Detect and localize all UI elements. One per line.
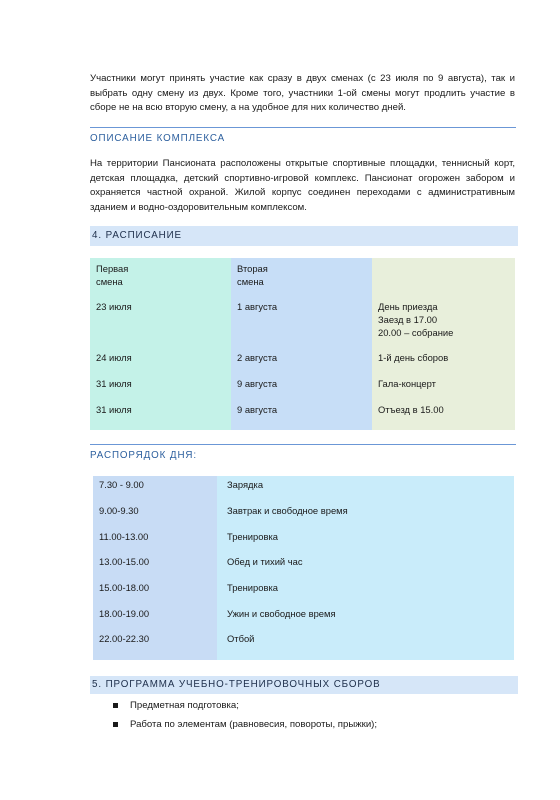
- row1-event-line3: 20.00 – собрание: [378, 327, 454, 338]
- row1-event-line1: День приезда: [378, 301, 438, 312]
- program-item-2: Работа по элементам (равновесия, повороты, прыжки);: [130, 718, 378, 730]
- program-item-1: Предметная подготовка;: [130, 700, 239, 711]
- list-item: [113, 697, 377, 716]
- row4-event: Отъезд в 15.00: [378, 404, 444, 415]
- routine-time-6: 18.00-19.00: [99, 608, 150, 619]
- col2-header-line2: смена: [237, 276, 264, 287]
- row4-first: 31 июля: [96, 404, 132, 415]
- complex-heading: ОПИСАНИЕ КОМПЛЕКСА: [90, 127, 516, 144]
- schedule-heading: 4. РАСПИСАНИЕ: [90, 226, 518, 246]
- row1-event-line2: Заезд в 17.00: [378, 314, 438, 325]
- routine-time-1: 7.30 - 9.00: [99, 479, 144, 490]
- routine-activity-5: Тренировка: [227, 582, 278, 593]
- routine-activity-2: Завтрак и свободное время: [227, 505, 348, 516]
- routine-activity-1: Зарядка: [227, 479, 264, 490]
- row1-second: 1 августа: [237, 301, 278, 312]
- complex-paragraph: На территории Пансионата расположены открытые спортивные площадки, теннисный корт, детская площадка, детский спортивно-игровой комплекс. Пансионат огорожен забором и охраняется частной охраной. Жилой корпус соединен переходами с административным зданием и водно-оздоровительным комплексом.: [90, 158, 515, 213]
- row2-second: 2 августа: [237, 352, 278, 363]
- row2-event: 1-й день сборов: [378, 352, 449, 363]
- routine-table: [93, 476, 514, 660]
- routine-activity-column: [217, 476, 514, 660]
- bullet-icon: [113, 703, 118, 708]
- row3-event: Гала-концерт: [378, 378, 436, 389]
- routine-divider: [90, 444, 516, 445]
- program-list: [113, 697, 377, 734]
- routine-heading: РАСПОРЯДОК ДНЯ:: [90, 450, 198, 461]
- bullet-icon: [113, 722, 118, 727]
- row3-first: 31 июля: [96, 378, 132, 389]
- routine-activity-6: Ужин и свободное время: [227, 608, 336, 619]
- col1-header-line1: Первая: [96, 263, 129, 274]
- routine-activity-7: Отбой: [227, 633, 255, 644]
- program-heading: 5. ПРОГРАММА УЧЕБНО-ТРЕНИРОВОЧНЫХ СБОРОВ: [90, 676, 518, 694]
- schedule-table: [90, 258, 515, 430]
- routine-time-7: 22.00-22.30: [99, 633, 150, 644]
- routine-time-2: 9.00-9.30: [99, 505, 139, 516]
- routine-time-4: 13.00-15.00: [99, 556, 150, 567]
- routine-time-5: 15.00-18.00: [99, 582, 150, 593]
- row4-second: 9 августа: [237, 404, 278, 415]
- row2-first: 24 июля: [96, 352, 132, 363]
- list-item: [113, 716, 377, 735]
- routine-activity-3: Тренировка: [227, 531, 278, 542]
- col1-header-line2: смена: [96, 276, 123, 287]
- intro-paragraph: Участники могут принять участие как сразу в двух сменах (с 23 июля по 9 августа), так и выбрать одну смену из двух. Кроме того, участники 1-ой смены могут продлить участие в сборе не на всю вторую смену, а на удобное для них количество дней.: [90, 73, 515, 114]
- routine-activity-4: Обед и тихий час: [227, 556, 303, 567]
- col2-header-line1: Вторая: [237, 263, 268, 274]
- row1-first: 23 июля: [96, 301, 132, 312]
- routine-time-3: 11.00-13.00: [99, 531, 149, 542]
- row3-second: 9 августа: [237, 378, 278, 389]
